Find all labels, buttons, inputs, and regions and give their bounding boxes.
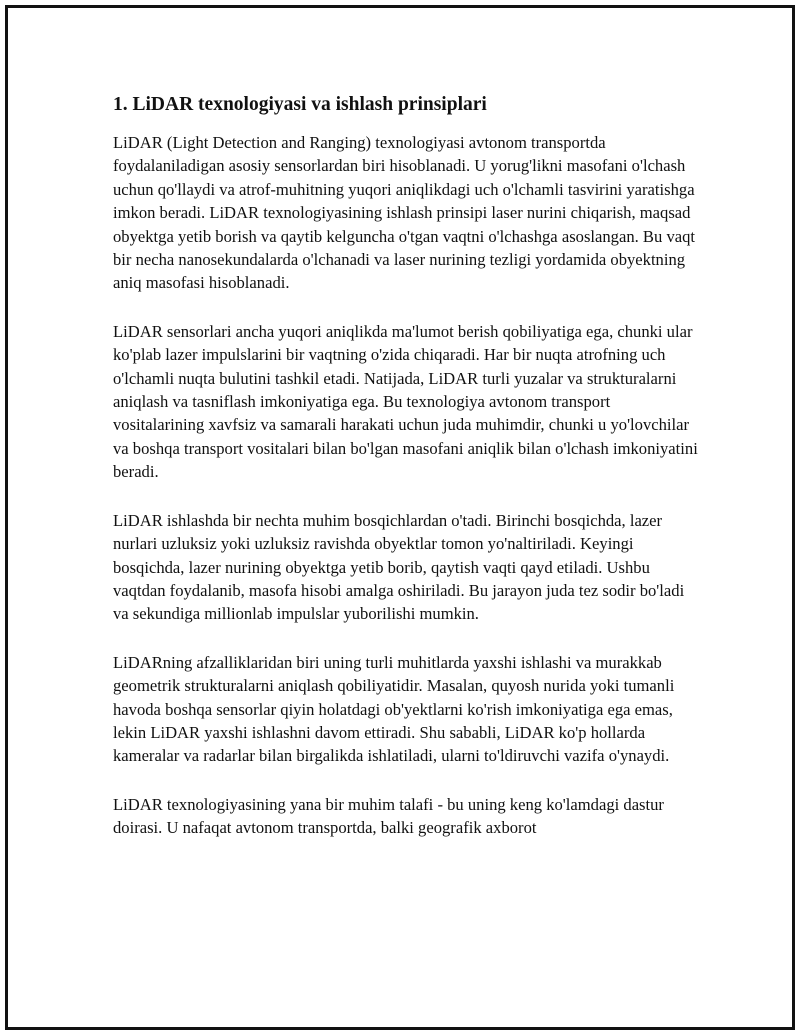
paragraph-1: LiDAR (Light Detection and Ranging) texnologiyasi avtonom transportda foydalaniladigan asosiy sensorlardan biri hisoblanadi. U yorug'likni masofani o'lchash uchun qo'llaydi va atrof-muhitning yuqori aniqlikdagi uch o'lchamli tasvirini yaratishga imkon beradi. LiDAR texnologiyasining ishlash prinsipi laser nurini chiqarish, maqsad obyektga yetib borish va qaytib kelguncha o'tgan vaqtni o'lchashga asoslangan. Bu vaqt bir necha nanosekundalarda o'lchanadi va laser nurining tezligi yordamida obyektning aniq masofasi hisoblanadi.	[113, 133, 696, 293]
paragraph-3: LiDAR ishlashda bir nechta muhim bosqichlardan o'tadi. Birinchi bosqichda, lazer nurlari uzluksiz yoki uzluksiz ravishda obyektlar tomon yo'naltiriladi. Keyingi bosqichda, lazer nurining obyektga yetib borib, qaytish vaqti qayd etiladi. Ushbu vaqtdan foydalanib, masofa hisobi amalga oshiriladi. Bu jarayon juda tez sodir bo'ladi va sekundiga millionlab impulslar yuborilishi mumkin.	[113, 510, 685, 624]
document-body	[113, 92, 698, 865]
paragraph-2: LiDAR sensorlari ancha yuqori aniqlikda ma'lumot berish qobiliyatiga ega, chunki ular ko'plab lazer impulslarini bir vaqtning o'zida chiqaradi. Har bir nuqta atrofning uch o'lchamli nuqta bulutini tashkil etadi. Natijada, LiDAR turli yuzalar va strukturalarni aniqlash va tasniflash imkoniyatiga ega. Bu texnologiya avtonom transport vositalarining xavfsiz va samarali harakati uchun juda muhimdir, chunki u yo'lovchilar va boshqa transport vositalari bilan bo'lgan masofani aniqlik bilan o'lchash imkoniyatini beradi.	[113, 321, 698, 482]
paragraph-4: LiDARning afzalliklaridan biri uning turli muhitlarda yaxshi ishlashi va murakkab geometrik strukturalarni aniqlash qobiliyatidir. Masalan, quyosh nurida yoki tumanli havoda boshqa sensorlar qiyin holatdagi ob'yektlarni ko'rish imkoniyatiga ega emas, lekin LiDAR yaxshi ishlashni davom ettiradi. Shu sababli, LiDAR ko'p hollarda kameralar va radarlar bilan birgalikda ishlatiladi, ularni to'ldiruvchi vazifa o'ynaydi.	[113, 652, 675, 766]
paragraph-5: LiDAR texnologiyasining yana bir muhim talafi - bu uning keng ko'lamdagi dastur doirasi. U nafaqat avtonom transportda, balki geografik axborot	[113, 794, 664, 838]
section-heading: 1. LiDAR texnologiyasi va ishlash prinsiplari	[113, 94, 487, 115]
